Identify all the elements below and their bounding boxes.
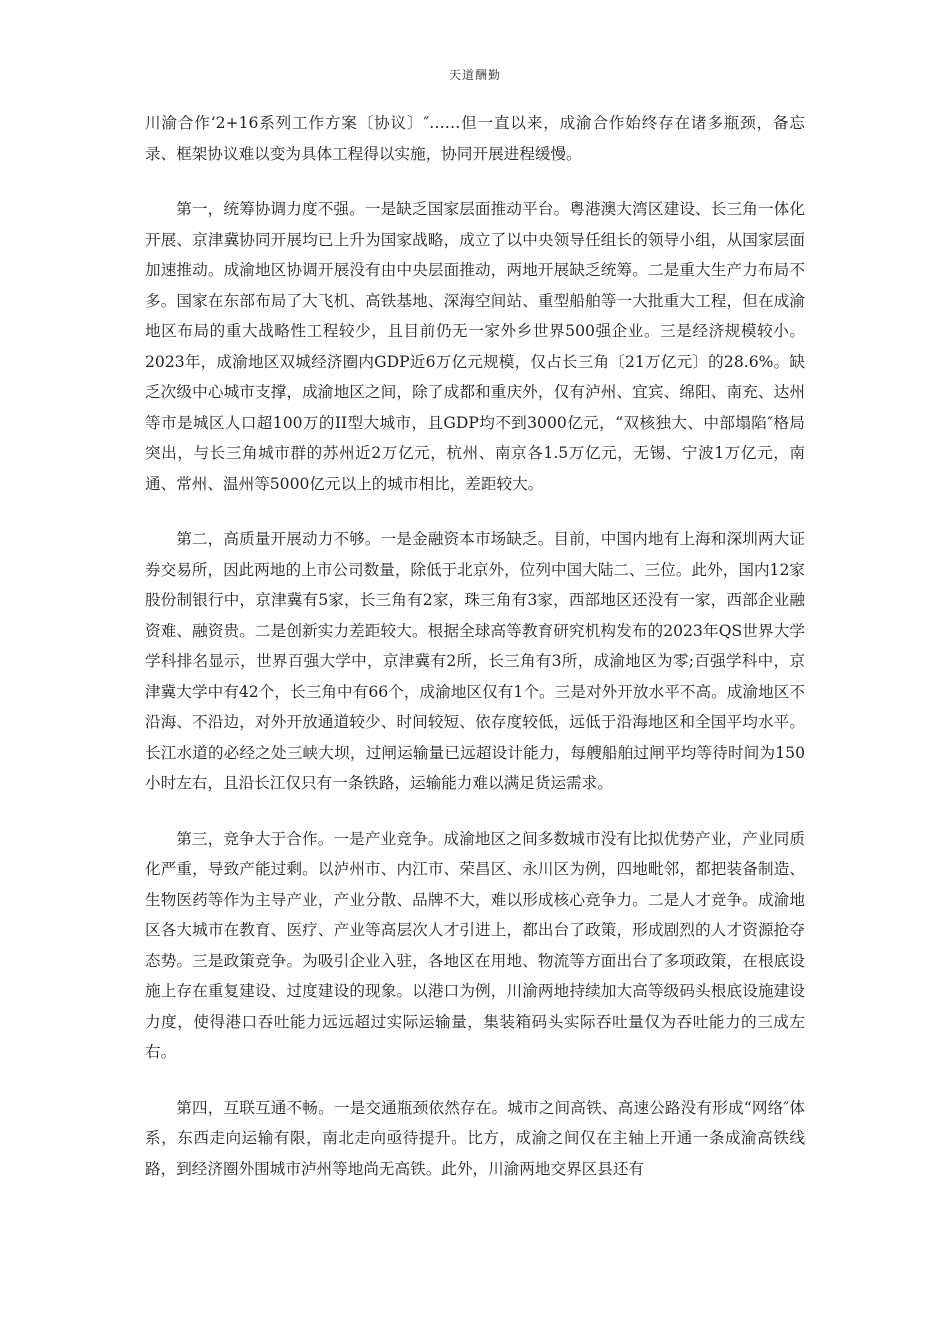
- document-body: [145, 108, 805, 1209]
- paragraph-continuation: 川渝合作‘2+16系列工作方案〔协议〕″……但一直以来，成渝合作始终存在诸多瓶颈，备忘录、框架协议难以变为具体工程得以实施，协同开展进程缓慢。: [145, 114, 805, 163]
- paragraph-connectivity: 第四，互联互通不畅。一是交通瓶颈依然存在。城市之间高铁、高速公路没有形成“网络″体系，东西走向运输有限，南北走向亟待提升。比方，成渝之间仅在主轴上开通一条成渝高铁线路，到经济圈外围城市泸州等地尚无高铁。此外，川渝两地交界区县还有: [145, 1098, 805, 1178]
- paragraph-development-momentum: 第二，高质量开展动力不够。一是金融资本市场缺乏。目前，中国内地有上海和深圳两大证券交易所，因此两地的上市公司数量，除低于北京外，位列中国大陆二、三位。此外，国内12家股份制银行中，京津冀有5家，长三角有2家，珠三角有3家，西部地区还没有一家，西部企业融资难、融资贵。二是创新实力差距较大。根据全球高等教育研究机构发布的2023年QS世界大学学科排名显示，世界百强大学中，京津冀有2所，长三角有3所，成渝地区为零;百强学科中，京津冀大学中有42个，长三角中有66个，成渝地区仅有1个。三是对外开放水平不高。成渝地区不沿海、不沿边，对外开放通道较少、时间较短、依存度较低，远低于沿海地区和全国平均水平。长江水道的必经之处三峡大坝，过闸运输量已远超设计能力，每艘船舶过闸平均等待时间为150小时左右，且沿长江仅只有一条铁路，运输能力难以满足货运需求。: [145, 530, 805, 792]
- paragraph-competition: 第三，竞争大于合作。一是产业竞争。成渝地区之间多数城市没有比拟优势产业，产业同质化严重，导致产能过剩。以泸州市、内江市、荣昌区、永川区为例，四地毗邻，都把装备制造、生物医药等作为主导产业，产业分散、品牌不大，难以形成核心竞争力。二是人才竞争。成渝地区各大城市在教育、医疗、产业等高层次人才引进上，都出台了政策，形成剧烈的人才资源抢夺态势。三是政策竞争。为吸引企业入驻，各地区在用地、物流等方面出台了多项政策，在根底设施上存在重复建设、过度建设的现象。以港口为例，川渝两地持续加大高等级码头根底设施建设力度，使得港口吞吐能力远远超过实际运输量，集装箱码头实际吞吐量仅为吞吐能力的三成左右。: [145, 829, 805, 1061]
- paragraph-coordination: 第一，统筹协调力度不强。一是缺乏国家层面推动平台。粤港澳大湾区建设、长三角一体化开展、京津冀协同开展均已上升为国家战略，成立了以中央领导任组长的领导小组，从国家层面加速推动。成渝地区协调开展没有由中央层面推动，两地开展缺乏统筹。二是重大生产力布局不多。国家在东部布局了大飞机、高铁基地、深海空间站、重型船舶等一大批重大工程，但在成渝地区布局的重大战略性工程较少，且目前仍无一家外乡世界500强企业。三是经济规模较小。2023年，成渝地区双城经济圈内GDP近6万亿元规模，仅占长三角〔21万亿元〕的28.6%。缺乏次级中心城市支撑，成渝地区之间，除了成都和重庆外，仅有泸州、宜宾、绵阳、南充、达州等市是城区人口超100万的II型大城市，且GDP均不到3000亿元，“双核独大、中部塌陷″格局突出，与长三角城市群的苏州近2万亿元，杭州、南京各1.5万亿元，无锡、宁波1万亿元，南通、常州、温州等5000亿元以上的城市相比，差距较大。: [145, 200, 805, 493]
- page-header: 天道酬勤: [448, 68, 501, 82]
